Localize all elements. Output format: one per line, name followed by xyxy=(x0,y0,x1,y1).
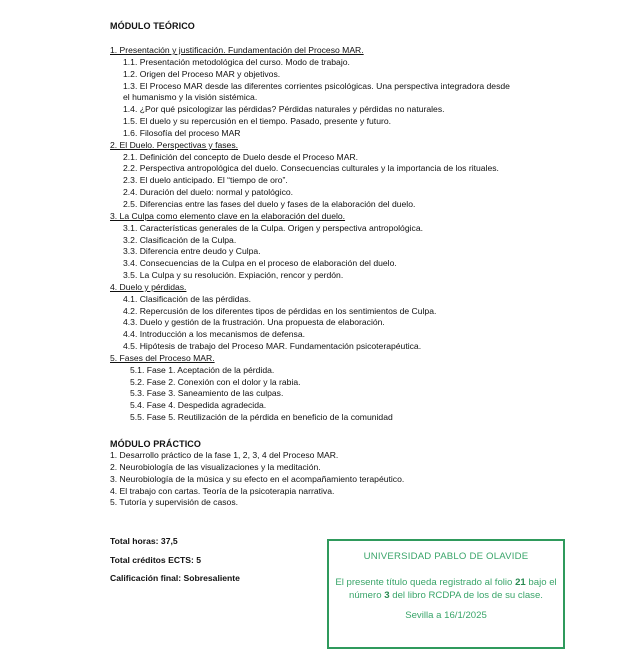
list-item: 4.2. Repercusión de los diferentes tipos de pérdidas en los sentimientos de Culpa. xyxy=(123,305,437,316)
list-item: 2.5. Diferencias entre las fases del duelo y fases de la elaboración del duelo. xyxy=(123,198,416,209)
calificacion-final: Calificación final: Sobresaliente xyxy=(110,573,240,583)
list-item: 3.5. La Culpa y su resolución. Expiación, rencor y perdón. xyxy=(123,270,344,281)
section-title: 3. La Culpa como elemento clave en la elaboración del duelo. xyxy=(110,210,346,221)
list-item: 5.3. Fase 3. Saneamiento de las culpas. xyxy=(130,388,284,399)
university-name: UNIVERSIDAD PABLO DE OLAVIDE xyxy=(363,551,529,562)
list-item-continuation: el humanismo y la visión sistémica. xyxy=(123,92,258,103)
list-item: 1.6. Filosofía del proceso MAR xyxy=(123,127,241,138)
section-title: 5. Fases del Proceso MAR. xyxy=(110,352,215,363)
total-creditos: Total créditos ECTS: 5 xyxy=(110,554,202,565)
list-item: 4. El trabajo con cartas. Teoría de la psicoterapia narrativa. xyxy=(110,485,335,496)
list-item: 5.1. Fase 1. Aceptación de la pérdida. xyxy=(130,364,275,375)
list-item: 4.5. Hipótesis de trabajo del Proceso MAR. Fundamentación psicoterapéutica. xyxy=(123,341,422,352)
list-item: 4.4. Introducción a los mecanismos de defensa. xyxy=(123,329,306,340)
registry-text-part: bajo el número xyxy=(349,577,557,601)
list-item: 3.1. Características generales de la Culpa. Origen y perspectiva antropológica. xyxy=(123,222,423,233)
list-item: 1. Desarrollo práctico de la fase 1, 2, 3, 4 del Proceso MAR. xyxy=(110,450,339,460)
section-title: 1. Presentación y justificación. Fundamentación del Proceso MAR. xyxy=(110,45,364,55)
list-item: 3.4. Consecuencias de la Culpa en el proceso de elaboración del duelo. xyxy=(123,258,397,269)
section-title: 4. Duelo y pérdidas. xyxy=(110,281,187,292)
registry-date: Sevilla a 16/1/2025 xyxy=(405,610,487,621)
list-item: 5.2. Fase 2. Conexión con el dolor y la rabia. xyxy=(130,376,301,387)
list-item: 2.2. Perspectiva antropológica del duelo. Consecuencias culturales y la importancia de los rituales. xyxy=(123,163,499,174)
list-item: 2.1. Definición del concepto de Duelo desde el Proceso MAR. xyxy=(123,151,359,162)
registry-text xyxy=(329,577,563,602)
modulo-practico xyxy=(110,438,580,509)
section-title: 2. El Duelo. Perspectivas y fases. xyxy=(110,139,239,150)
total-horas: Total horas: 37,5 xyxy=(110,536,178,546)
list-item: 2.4. Duración del duelo: normal y patológico. xyxy=(123,187,294,198)
totals xyxy=(110,535,240,591)
list-item: 4.1. Clasificación de las pérdidas. xyxy=(123,293,252,304)
list-item: 5.4. Fase 4. Despedida agradecida. xyxy=(130,400,267,411)
list-item: 1.5. El duelo y su repercusión en el tiempo. Pasado, presente y futuro. xyxy=(123,116,391,127)
list-item: 5. Tutoría y supervisión de casos. xyxy=(110,497,239,508)
list-item: 1.2. Origen del Proceso MAR y objetivos. xyxy=(123,68,281,79)
list-item: 4.3. Duelo y gestión de la frustración. Una propuesta de elaboración. xyxy=(123,317,385,328)
list-item: 1.3. El Proceso MAR desde las diferentes corrientes psicológicas. Una perspectiva integradora desde xyxy=(123,80,510,91)
modulo-teorico-title: MÓDULO TEÓRICO xyxy=(110,21,195,31)
registry-text-part: del libro RCDPA de los de su clase. xyxy=(389,589,543,601)
list-item: 1.1. Presentación metodológica del curso. Modo de trabajo. xyxy=(123,56,350,67)
modulo-practico-title: MÓDULO PRÁCTICO xyxy=(110,439,201,449)
list-item: 2. Neurobiología de las visualizaciones y la meditación. xyxy=(110,461,321,472)
list-item: 3. Neurobiología de la música y su efecto en el acompañamiento terapéutico. xyxy=(110,473,405,484)
list-item: 2.3. El duelo anticipado. El “tiempo de oro”. xyxy=(123,175,288,186)
list-item: 5.5. Fase 5. Reutilización de la pérdida en beneficio de la comunidad xyxy=(130,412,393,423)
registry-number: 3 xyxy=(384,589,390,601)
list-item: 3.3. Diferencia entre deudo y Culpa. xyxy=(123,246,261,257)
registry-stamp-box xyxy=(327,539,565,649)
folio-number: 21 xyxy=(515,577,526,588)
list-item: 3.2. Clasificación de la Culpa. xyxy=(123,234,237,245)
list-item: 1.4. ¿Por qué psicologizar las pérdidas? Pérdidas naturales y pérdidas no naturales. xyxy=(123,104,445,115)
registry-text-part: El presente título queda registrado al folio xyxy=(335,577,516,588)
modulo-teorico xyxy=(110,20,580,424)
